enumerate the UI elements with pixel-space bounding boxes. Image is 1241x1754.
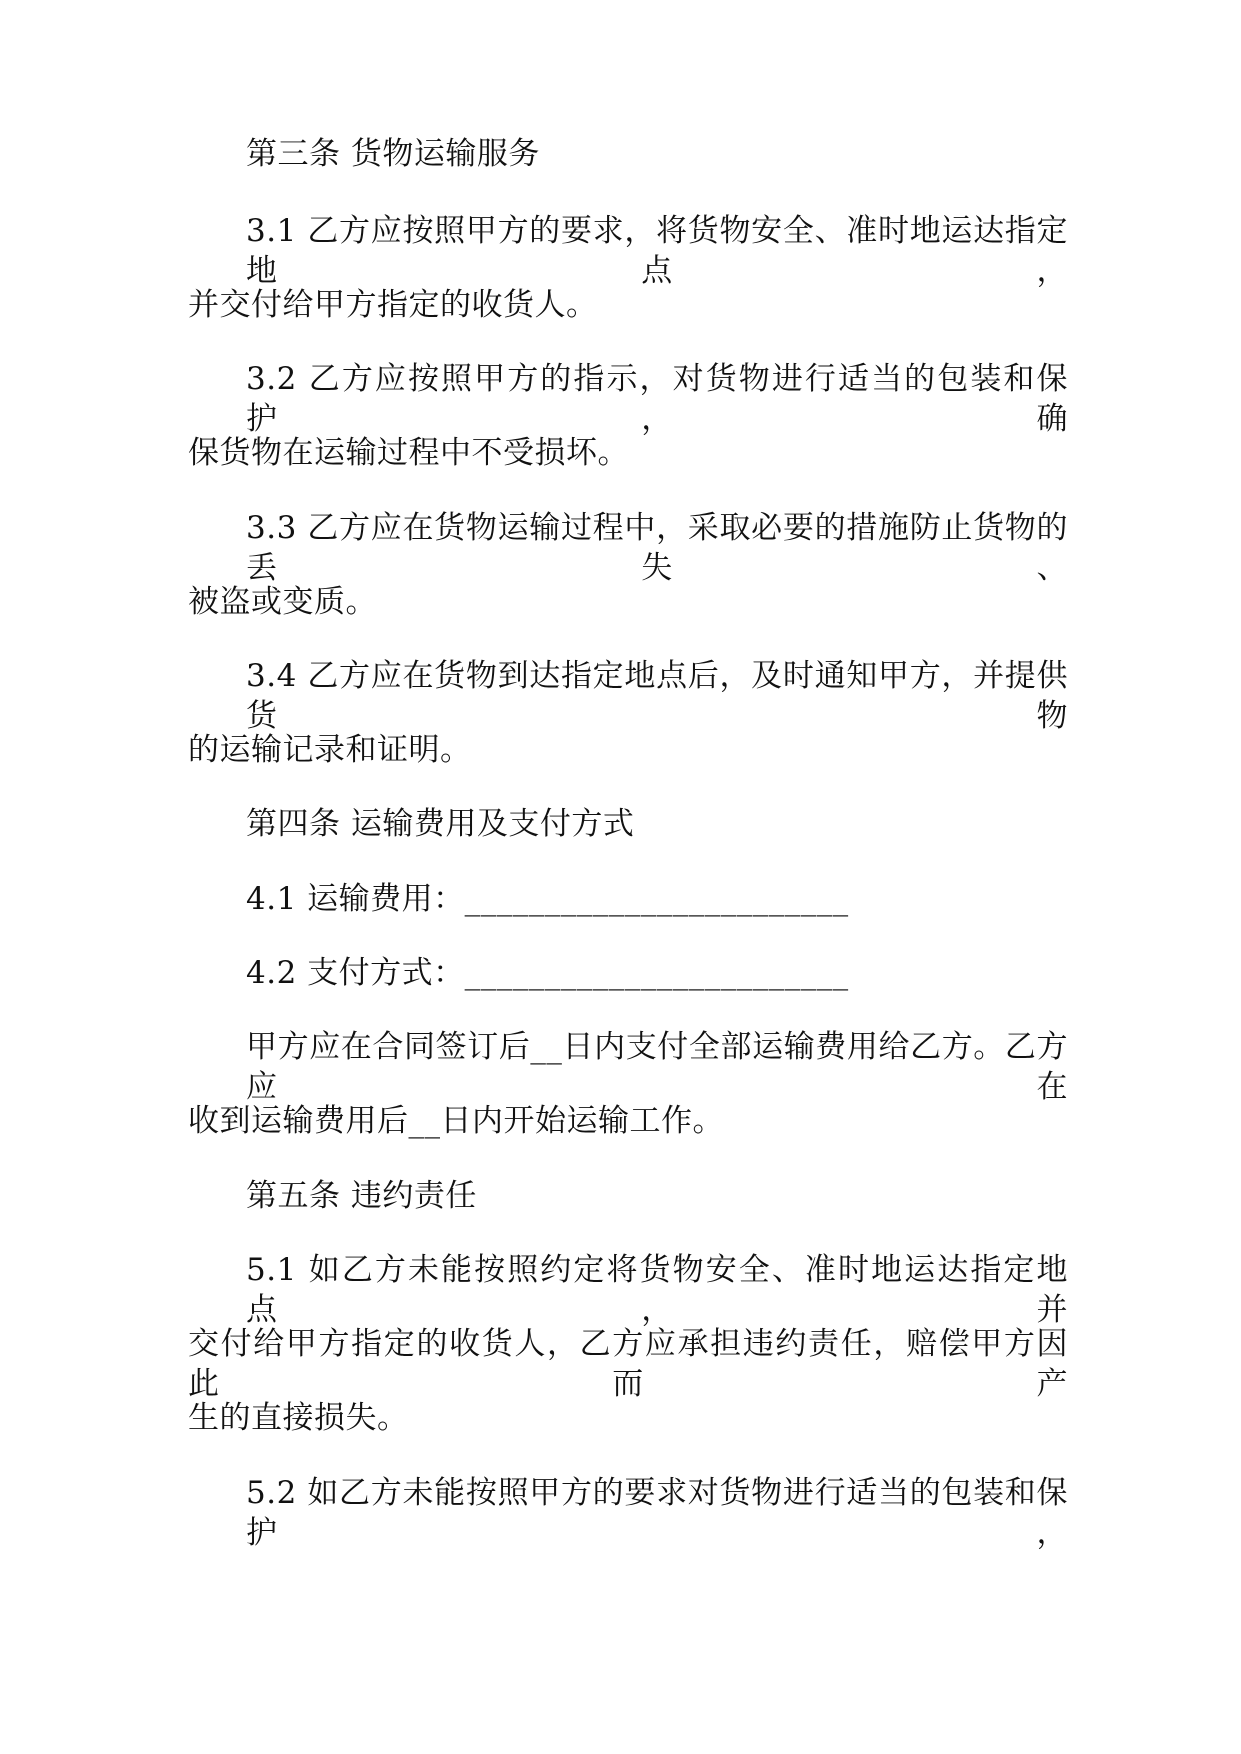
clause-3-1-line-2: 并交付给甲方指定的收货人。 — [188, 287, 598, 323]
payment-paragraph-line-1: 甲方应在合同签订后__日内支付全部运输费用给乙方。乙方应在 — [246, 1029, 1068, 1105]
clause-3-2-line-1: 3.2 乙方应按照甲方的指示，对货物进行适当的包装和保护，确 — [246, 361, 1068, 437]
clause-3-4-line-2: 的运输记录和证明。 — [188, 732, 472, 768]
clause-5-1-line-1: 5.1 如乙方未能按照约定将货物安全、准时地运达指定地点，并 — [246, 1252, 1068, 1328]
clause-3-2-line-2: 保货物在运输过程中不受损坏。 — [188, 435, 629, 471]
clause-3-3-line-2: 被盗或变质。 — [188, 584, 377, 620]
clause-3-3-line-1: 3.3 乙方应在货物运输过程中，采取必要的措施防止货物的丢失、 — [246, 510, 1068, 586]
clause-4-1: 4.1 运输费用：________________________ — [246, 881, 849, 917]
clause-3-1-line-1: 3.1 乙方应按照甲方的要求，将货物安全、准时地运达指定地点， — [246, 213, 1068, 289]
clause-5-1-line-2: 交付给甲方指定的收货人，乙方应承担违约责任，赔偿甲方因此而产 — [188, 1326, 1068, 1402]
section-heading-5: 第五条 违约责任 — [246, 1178, 477, 1214]
section-heading-4: 第四条 运输费用及支付方式 — [246, 806, 635, 842]
clause-5-2-line-1: 5.2 如乙方未能按照甲方的要求对货物进行适当的包装和保护， — [246, 1475, 1068, 1551]
clause-4-2: 4.2 支付方式：________________________ — [246, 955, 849, 991]
clause-5-1-line-3: 生的直接损失。 — [188, 1400, 409, 1436]
payment-paragraph-line-2: 收到运输费用后__日内开始运输工作。 — [188, 1103, 724, 1139]
clause-3-4-line-1: 3.4 乙方应在货物到达指定地点后，及时通知甲方，并提供货物 — [246, 658, 1068, 734]
section-heading-3: 第三条 货物运输服务 — [246, 136, 540, 172]
